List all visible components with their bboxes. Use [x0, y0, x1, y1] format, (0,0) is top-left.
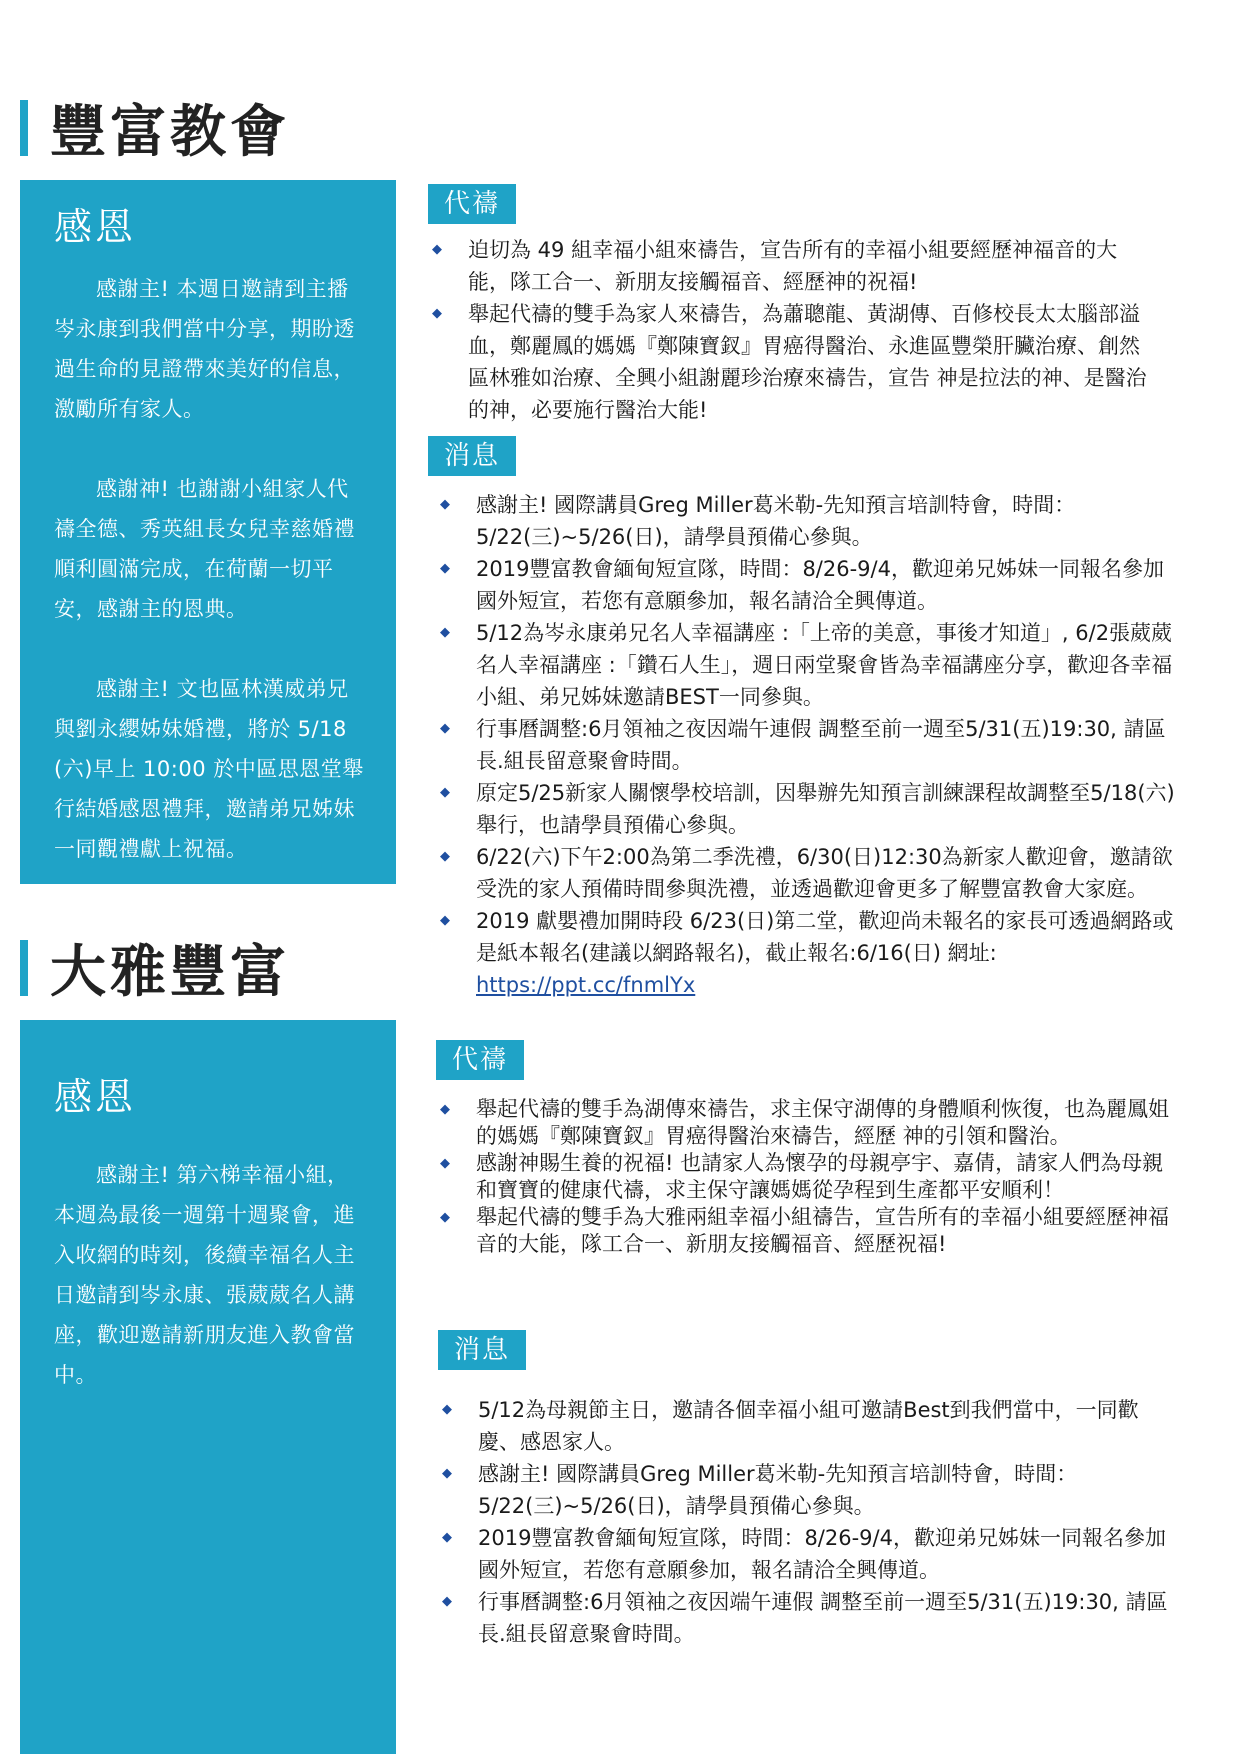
news-list: [436, 489, 1176, 1001]
list-item: ◆ 行事曆調整:6月領袖之夜因端午連假 調整至前一週至5/31(五)19:30, 請區長.組長留意聚會時間。: [436, 713, 1176, 777]
list-item: ◆ 2019豐富教會緬甸短宣隊，時間：8/26-9/4，歡迎弟兄姊妹一同報名參加國外短宣，若您有意願參加，報名請洽全興傳道。: [438, 1522, 1178, 1586]
thanksgiving-paragraph: 感謝主! 本週日邀請到主播岑永康到我們當中分享，期盼透過生命的見證帶來美好的信息，激勵所有家人。: [54, 277, 355, 421]
section-tag-prayer: 代禱: [428, 184, 516, 224]
thanksgiving-heading: 感恩: [54, 1075, 137, 1119]
news-list: [438, 1394, 1178, 1650]
title-accent-bar: [20, 940, 28, 996]
church-title-fengfu: [20, 88, 290, 168]
thanksgiving-paragraph: 感謝神! 也謝謝小組家人代禱全德、秀英組長女兒幸慈婚禮順利圓滿完成，在荷蘭一切平安，感謝主的恩典。: [54, 477, 355, 621]
list-item-text: 2019 獻嬰禮加開時段 6/23(日)第二堂，歡迎尚未報名的家長可透過網路或是紙本報名(建議以網路報名)，截止報名:6/16(日) 網址:: [476, 909, 1174, 965]
list-item: ◆ 舉起代禱的雙手為大雅兩組幸福小組禱告，宣告所有的幸福小組要經歷神福音的大能，隊工合一、新朋友接觸福音、經歷祝福!: [436, 1204, 1176, 1258]
list-item: ◆ 感謝神賜生養的祝福! 也請家人為懷孕的母親亭宇、嘉倩，請家人們為母親和寶寶的健康代禱，求主保守讓媽媽從孕程到生產都平安順利！: [436, 1150, 1176, 1204]
thanksgiving-panel-fengfu: [20, 180, 396, 884]
section-tag-news: 消息: [428, 436, 516, 476]
prayer-list: [428, 234, 1148, 426]
list-item: ◆ 2019豐富教會緬甸短宣隊，時間：8/26-9/4，歡迎弟兄姊妹一同報名參加國外短宣，若您有意願參加，報名請洽全興傳道。: [436, 553, 1176, 617]
section-tag-news: 消息: [438, 1330, 526, 1370]
list-item: ◆ 感謝主! 國際講員Greg Miller葛米勒-先知預言培訓特會，時間：5/22(三)~5/26(日)，請學員預備心參與。: [436, 489, 1176, 553]
title-accent-bar: [20, 100, 28, 156]
thanksgiving-paragraph: 感謝主! 文也區林漢威弟兄與劉永纓姊妹婚禮，將於 5/18 (六)早上 10:00 於中區思恩堂舉行結婚感恩禮拜，邀請弟兄姊妹一同觀禮獻上祝福。: [54, 677, 364, 861]
thanksgiving-panel-daya: [20, 1020, 396, 1754]
list-item: ◆ 5/12為母親節主日，邀請各個幸福小組可邀請Best到我們當中，一同歡慶、感恩家人。: [438, 1394, 1178, 1458]
list-item: ◆ 原定5/25新家人關懷學校培訓，因舉辦先知預言訓練課程故調整至5/18(六)舉行，也請學員預備心參與。: [436, 777, 1176, 841]
list-item: [436, 905, 1176, 1001]
list-item: ◆ 5/12為岑永康弟兄名人幸福講座 :「上帝的美意，事後才知道」, 6/2張葳葳名人幸福講座 :「鑽石人生」，週日兩堂聚會皆為幸福講座分享，歡迎各幸福小組、弟兄姊妹邀請BEST一同參與。: [436, 617, 1176, 713]
registration-link[interactable]: https://ppt.cc/fnmlYx: [476, 973, 696, 997]
church-title-text: 大雅豐富: [50, 940, 290, 1005]
list-item: ◆ 感謝主! 國際講員Greg Miller葛米勒-先知預言培訓特會，時間：5/22(三)~5/26(日)，請學員預備心參與。: [438, 1458, 1178, 1522]
list-item: ◆ 6/22(六)下午2:00為第二季洗禮，6/30(日)12:30為新家人歡迎會，邀請欲受洗的家人預備時間參與洗禮，並透過歡迎會更多了解豐富教會大家庭。: [436, 841, 1176, 905]
church-title-text: 豐富教會: [50, 100, 290, 165]
prayer-list: [436, 1096, 1176, 1258]
section-tag-prayer: 代禱: [436, 1040, 524, 1080]
church-title-daya: [20, 928, 290, 1008]
list-item: ◆ 迫切為 49 組幸福小組來禱告，宣告所有的幸福小組要經歷神福音的大能，隊工合一、新朋友接觸福音、經歷神的祝福!: [428, 234, 1148, 298]
list-item: ◆ 舉起代禱的雙手為湖傳來禱告，求主保守湖傳的身體順利恢復，也為麗鳳姐的媽媽『鄭陳寶釵』胃癌得醫治來禱告，經歷 神的引領和醫治。: [436, 1096, 1176, 1150]
thanksgiving-heading: 感恩: [54, 205, 137, 249]
thanksgiving-paragraph: 感謝主! 第六梯幸福小組，本週為最後一週第十週聚會，進入收網的時刻，後續幸福名人主日邀請到岑永康、張葳葳名人講座，歡迎邀請新朋友進入教會當中。: [54, 1163, 355, 1387]
list-item: ◆ 舉起代禱的雙手為家人來禱告，為蕭聰龍、黃湖傳、百修校長太太腦部溢血，鄭麗鳳的媽媽『鄭陳寶釵』胃癌得醫治、永進區豐榮肝臟治療、創然區林雅如治療、全興小組謝麗珍治療來禱告，宣告 神是拉法的神、是醫治的神，必要施行醫治大能!: [428, 298, 1148, 426]
list-item: ◆ 行事曆調整:6月領袖之夜因端午連假 調整至前一週至5/31(五)19:30, 請區長.組長留意聚會時間。: [438, 1586, 1178, 1650]
